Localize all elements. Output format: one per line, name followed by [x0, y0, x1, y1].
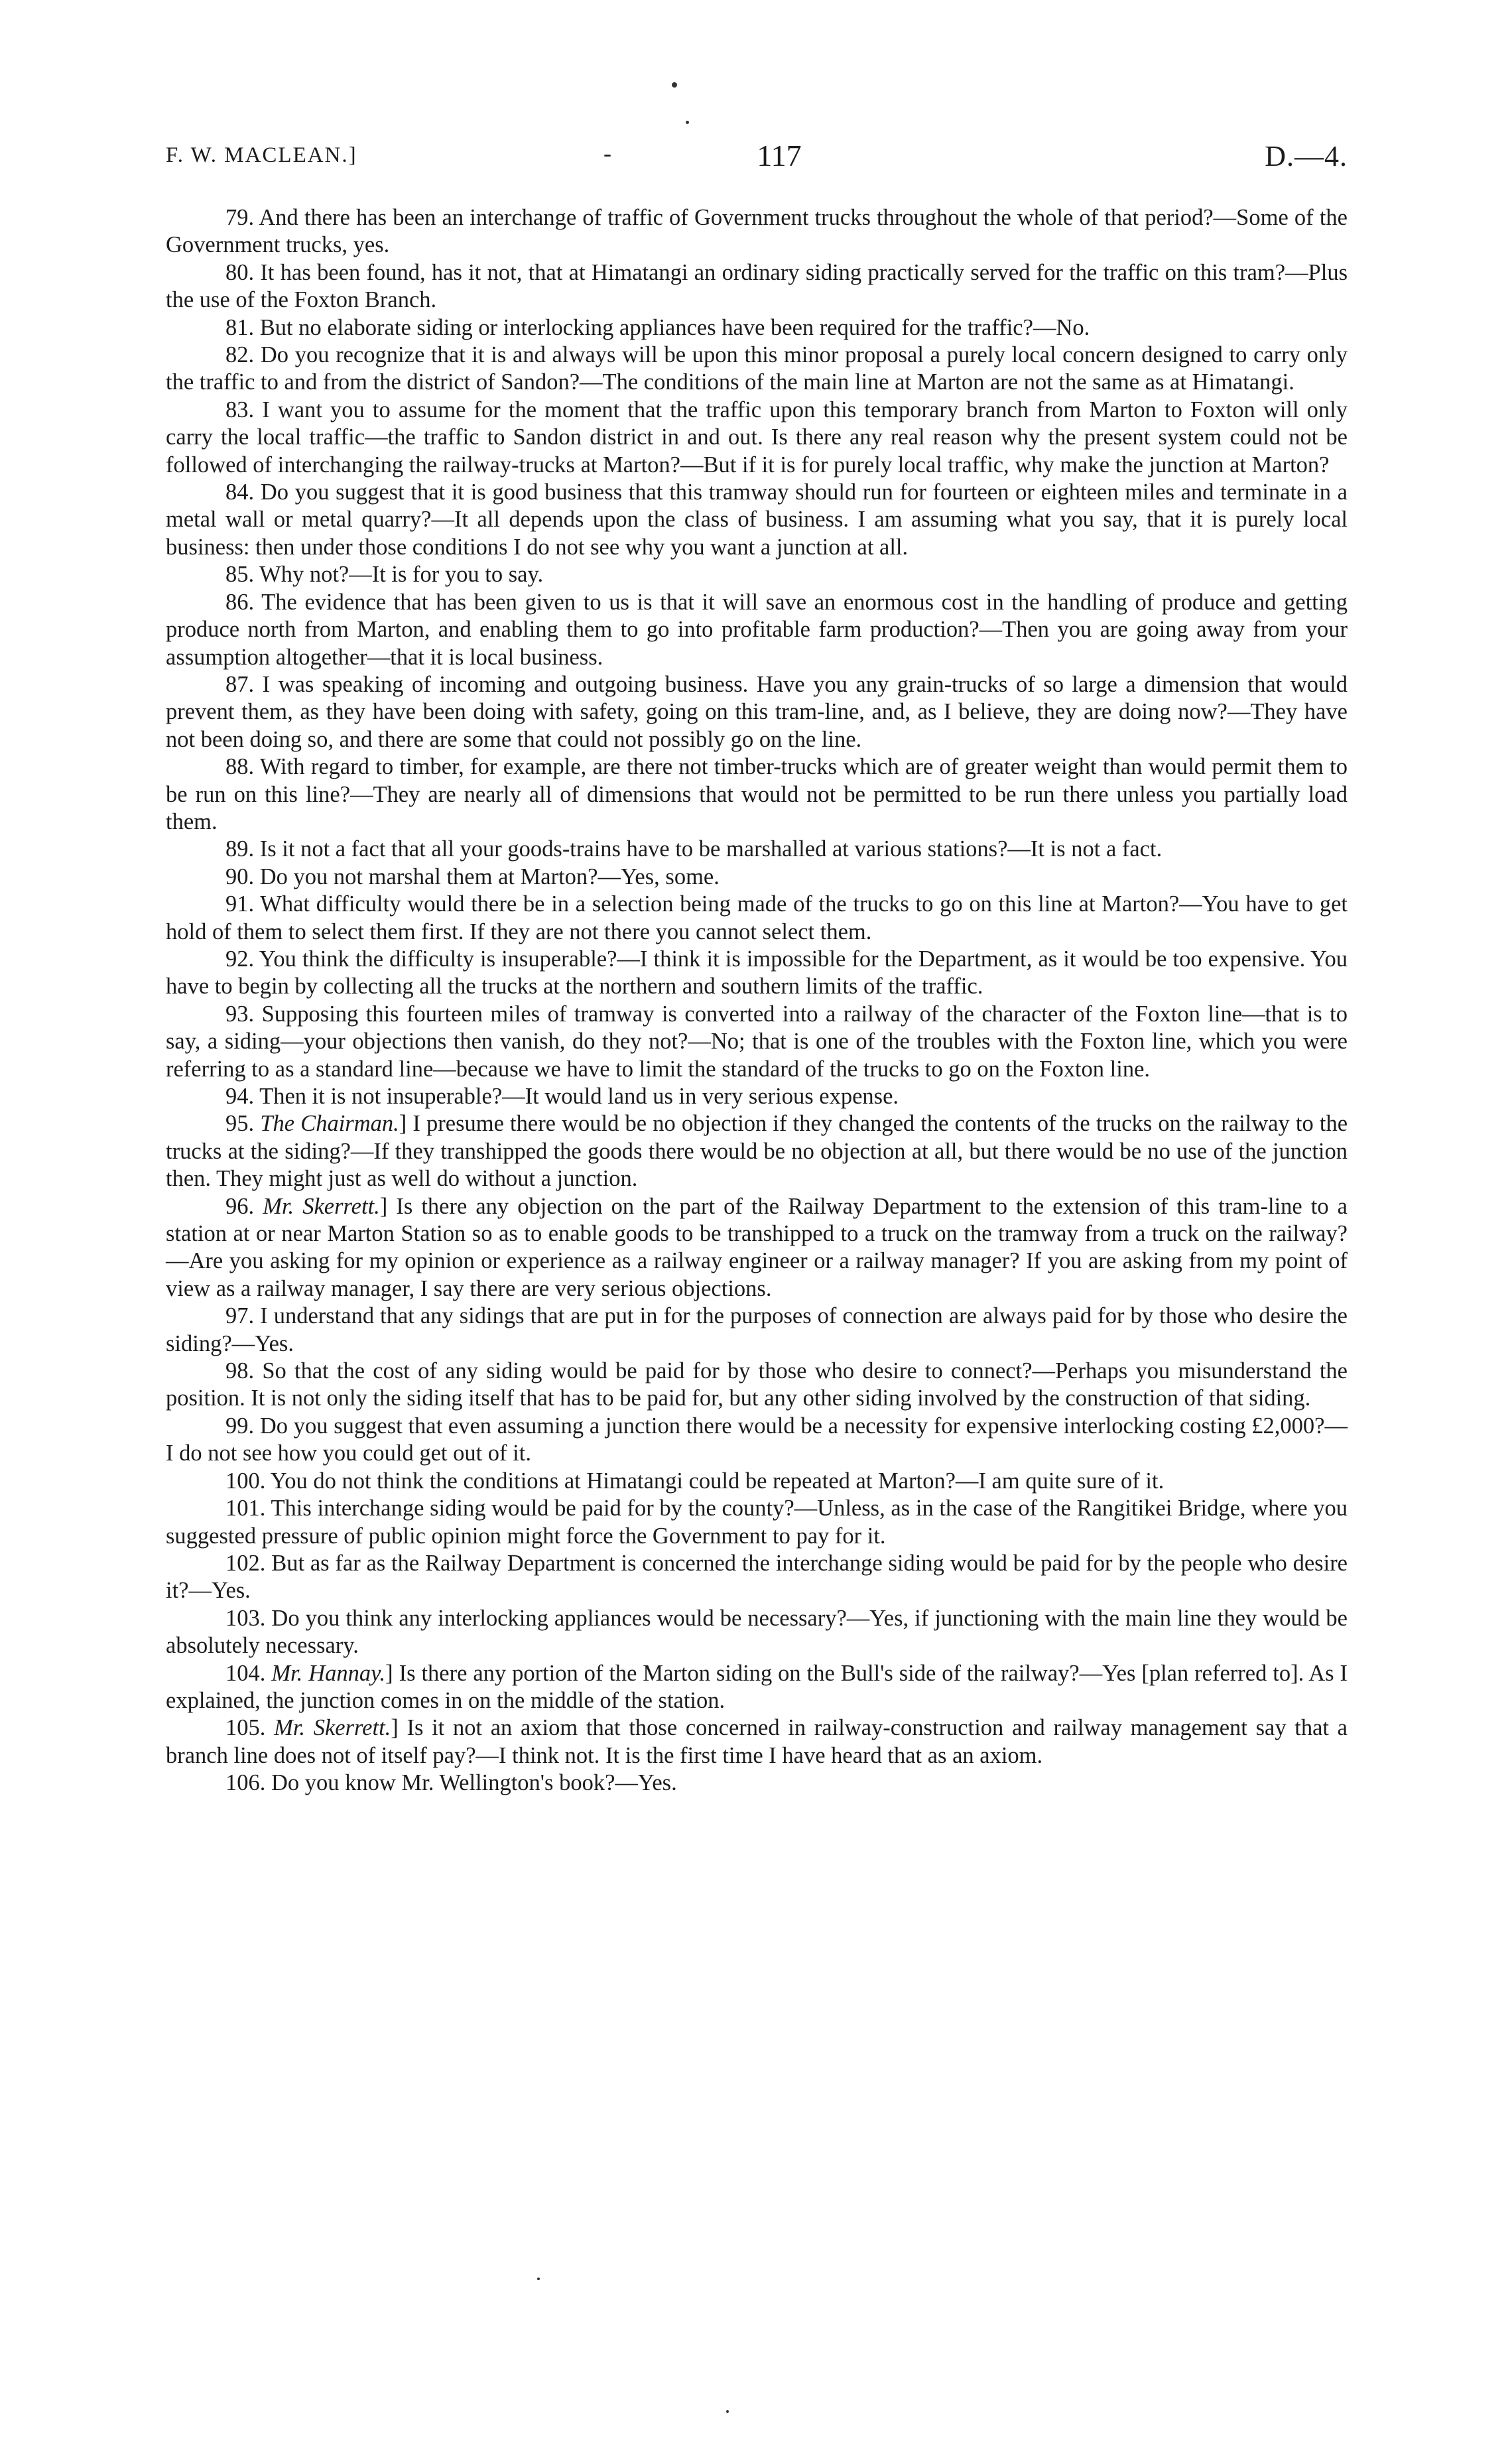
question-number: 98.: [225, 1358, 255, 1384]
question-text: You think the difficulty is insuperable?—I think it is impossible for the Department, as it would be too expensive. You have to begin by collecting all the trucks at the northern and southern limits of the traffic.: [166, 946, 1348, 999]
question-96: 96. Mr. Skerrett.] Is there any objection on the part of the Railway Department to the extension of this tram-line to a station at or near Marton Station so as to enable goods to be transhipped to a truck on the tramway from a truck on the railway?—Are you asking for my opinion or experience as a railway engineer or a railway manager? If you are asking from my point of view as a railway manager, I say there are very serious objections.: [166, 1193, 1348, 1301]
question-92: [166, 946, 1348, 1001]
question-text: So that the cost of any siding would be paid for by those who desire to connect?—Perhaps you misunderstand the position. It is not only the siding itself that has to be paid for, but any other siding involved by the construction of that siding.: [166, 1358, 1348, 1411]
question-number: 80.: [225, 259, 255, 285]
question-99: [166, 1413, 1348, 1468]
question-98: [166, 1358, 1348, 1413]
question-number: 85.: [225, 562, 255, 588]
question-97: [166, 1303, 1348, 1358]
question-text: Is there any objection on the part of the Railway Department to the extension of this tram-line to a station at or near Marton Station so as to enable goods to be transhipped to a truck on the tramway from a truck on the railway?—Are you asking for my opinion or experience as a railway engineer or a railway manager? If you are asking from my point of view as a railway manager, I say there are very serious objections.: [166, 1193, 1348, 1301]
question-text: And there has been an interchange of traffic of Government trucks throughout the whole of that period?—Some of the Government trucks, yes.: [166, 205, 1348, 258]
question-105: 105. Mr. Skerrett.] Is it not an axiom that those concerned in railway-construction and railway management say that a branch line does not of itself pay?—I think not. It is the first time I have heard that as an axiom.: [166, 1715, 1348, 1768]
speaker-name: The Chairman.: [260, 1111, 399, 1137]
question-84: [166, 479, 1348, 561]
question-101: [166, 1495, 1348, 1550]
speaker-name: Mr. Skerrett.: [263, 1193, 380, 1219]
question-text: Is it not a fact that all your goods-trains have to be marshalled at various stations?—It is not a fact.: [259, 836, 1163, 862]
question-number: 86.: [225, 589, 255, 615]
question-number: 87.: [225, 671, 255, 697]
speaker-name: Mr. Hannay.: [271, 1660, 386, 1686]
paper-code: D.—4.: [1265, 140, 1348, 172]
evidence-text: [166, 204, 1348, 1797]
question-text: Do you not marshal them at Marton?—Yes, some.: [259, 864, 720, 889]
scan-speck: [537, 2278, 540, 2280]
question-text: It has been found, has it not, that at Himatangi an ordinary siding practically served for the traffic on this tram?—Plus the use of the Foxton Branch.: [166, 259, 1348, 313]
question-text: I was speaking of incoming and outgoing business. Have you any grain-trucks of so large a dimension that would prevent them, as they have been doing with safety, going on this tram-line, and, as I believe, they are doing now?—They have not been doing so, and there are some that could not possibly go on the line.: [166, 671, 1348, 752]
question-text: Do you recognize that it is and always will be upon this minor proposal a purely local concern designed to carry only the traffic to and from the district of Sandon?—The conditions of the main line at Marton are not the same as at Himatangi.: [166, 342, 1348, 395]
question-number: 83.: [225, 397, 255, 422]
question-number: 89.: [225, 836, 255, 862]
question-text: Why not?—It is for you to say.: [259, 562, 544, 588]
scan-speck: [672, 82, 677, 88]
question-text: You do not think the conditions at Himatangi could be repeated at Marton?—I am quite sure of it.: [270, 1468, 1165, 1494]
question-number: 102.: [225, 1550, 266, 1576]
question-text: Do you think any interlocking appliances would be necessary?—Yes, if junctioning with the main line they would be absolutely necessary.: [166, 1605, 1348, 1659]
question-number: 100.: [225, 1468, 266, 1494]
question-100: [166, 1468, 1348, 1495]
question-number: 95.: [225, 1111, 255, 1137]
question-number: 82.: [225, 342, 255, 368]
question-number: 101.: [225, 1496, 266, 1521]
question-text: Is it not an axiom that those concerned in railway-construction and railway management say that a branch line does not of itself pay?—I think not. It is the first time I have heard that as an axiom.: [166, 1715, 1348, 1768]
question-79: [166, 204, 1348, 259]
question-94: [166, 1083, 1348, 1110]
question-number: 84.: [225, 480, 255, 505]
question-95: 95. The Chairman.] I presume there would be no objection if they changed the contents of the trucks on the railway to the trucks at the siding?—If they transhipped the goods there would be no objection at all, but there would be no use of the junction then. They might just as well do without a junction.: [166, 1111, 1348, 1192]
speaker-name: Mr. Skerrett.: [274, 1715, 391, 1741]
question-text: What difficulty would there be in a selection being made of the trucks to go on this line at Marton?—You have to get hold of them to select them first. If they are not there you cannot select them.: [166, 891, 1348, 944]
question-text: With regard to timber, for example, are there not timber-trucks which are of greater weight than would permit them to be run on this line?—They are nearly all of dimensions that would not be permitted to be run there unless you partially load them.: [166, 754, 1348, 834]
question-88: [166, 753, 1348, 836]
question-103: [166, 1605, 1348, 1660]
question-text: Do you suggest that it is good business that this tramway should run for fourteen or eighteen miles and terminate in a metal wall or metal quarry?—It all depends upon the class of business. I am assuming what you say, that it is purely local business: then under those conditions I do not see why you want a junction at all.: [166, 480, 1348, 560]
question-number: 104.: [225, 1660, 266, 1686]
question-104: 104. Mr. Hannay.] Is there any portion of the Marton siding on the Bull's side of the railway?—Yes [plan referred to]. As I explained, the junction comes in on the middle of the station.: [166, 1660, 1348, 1713]
header-author: F. W. MACLEAN.]: [166, 143, 357, 167]
question-number: 99.: [225, 1413, 255, 1439]
question-text: Do you know Mr. Wellington's book?—Yes.: [271, 1770, 677, 1796]
question-85: [166, 561, 1348, 588]
question-text: Supposing this fourteen miles of tramway is converted into a railway of the character of the Foxton line—that is to say, a siding—your objections then vanish, do they not?—No; that is one of the troubles with the Foxton line, which you were referring to as a standard line—because we have to limit the standard of the trucks to go on the Foxton line.: [166, 1001, 1348, 1082]
header-separator: -: [603, 140, 611, 166]
question-106: [166, 1769, 1348, 1797]
question-text: Is there any portion of the Marton siding on the Bull's side of the railway?—Yes [plan referred to]. As I explained, the junction comes in on the middle of the station.: [166, 1660, 1348, 1713]
question-number: 93.: [225, 1001, 255, 1027]
question-text: But as far as the Railway Department is concerned the interchange siding would be paid for by the people who desire it?—Yes.: [166, 1550, 1348, 1604]
question-text: But no elaborate siding or interlocking appliances have been required for the traffic?—No.: [259, 314, 1090, 340]
question-number: 103.: [225, 1605, 266, 1631]
scan-speck: [726, 2410, 729, 2413]
question-text: I want you to assume for the moment that the traffic upon this temporary branch from Marton to Foxton will only carry the local traffic—the traffic to Sandon district in and out. Is there any real reason why the present system could not be followed of interchanging the railway-trucks at Marton?—But if it is for purely local traffic, why make the junction at Marton?: [166, 397, 1348, 478]
question-number: 94.: [225, 1084, 255, 1109]
question-number: 81.: [225, 314, 255, 340]
question-89: [166, 836, 1348, 863]
question-text: I presume there would be no objection if they changed the contents of the trucks on the railway to the trucks at the siding?—If they transhipped the goods there would be no objection at all, but there would be no use of the junction then. They might just as well do without a junction.: [166, 1111, 1348, 1192]
question-text: I understand that any sidings that are put in for the purposes of connection are always paid for by those who desire the siding?—Yes.: [166, 1303, 1348, 1356]
question-number: 106.: [225, 1770, 266, 1796]
page-number: 117: [757, 139, 802, 172]
question-90: [166, 864, 1348, 891]
question-number: 79.: [225, 205, 255, 230]
question-number: 105.: [225, 1715, 266, 1741]
question-text: The evidence that has been given to us is that it will save an enormous cost in the handling of produce and getting produce north from Marton, and enabling them to go into profitable farm production?—Then you are going away from your assumption altogether—that it is local business.: [166, 589, 1348, 670]
question-81: [166, 314, 1348, 342]
question-93: [166, 1001, 1348, 1083]
question-86: [166, 589, 1348, 671]
question-text: This interchange siding would be paid for by the county?—Unless, as in the case of the Rangitikei Bridge, where you suggested pressure of public opinion might force the Government to pay for it.: [166, 1496, 1348, 1549]
question-number: 97.: [225, 1303, 255, 1329]
question-number: 88.: [225, 754, 255, 780]
question-text: Do you suggest that even assuming a junction there would be a necessity for expensive interlocking costing £2,000?—I do not see how you could get out of it.: [166, 1413, 1348, 1466]
scan-speck: [686, 121, 689, 124]
question-number: 90.: [225, 864, 255, 889]
question-80: [166, 259, 1348, 314]
question-83: [166, 397, 1348, 479]
question-number: 91.: [225, 891, 255, 917]
question-text: Then it is not insuperable?—It would land us in very serious expense.: [259, 1084, 899, 1109]
question-number: 92.: [225, 946, 255, 972]
page-header: [166, 138, 1348, 178]
question-87: [166, 671, 1348, 753]
question-number: 96.: [225, 1193, 255, 1219]
question-91: [166, 891, 1348, 946]
question-102: [166, 1550, 1348, 1605]
question-82: [166, 342, 1348, 397]
